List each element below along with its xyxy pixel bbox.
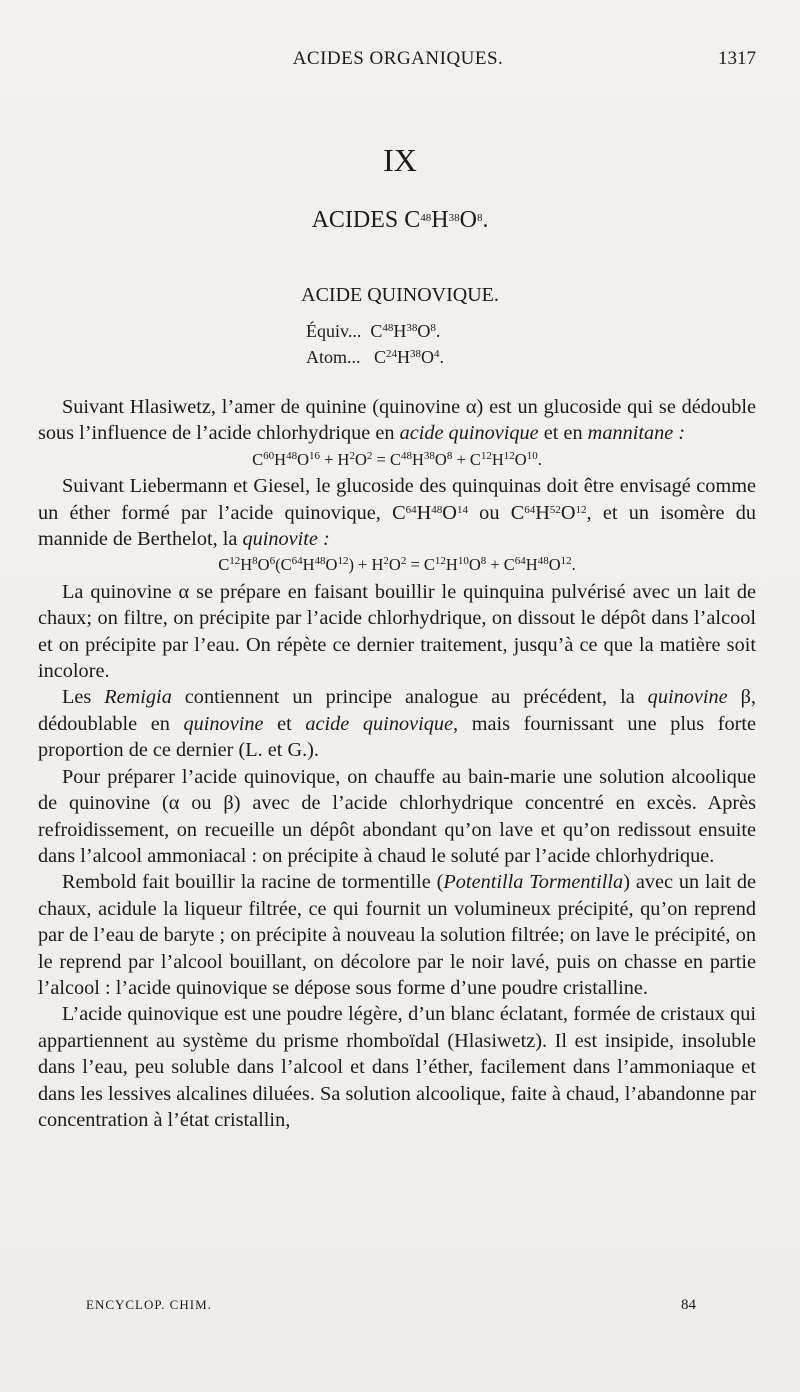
- section-title: ACIDES $C^{48}H^{38}O^8$.: [311, 207, 489, 233]
- body-text: [38, 394, 756, 1133]
- paragraph-7: L’acide quinovique est une poudre légère, d’un blanc éclatant, formée de cristaux qui appartiennent au système du prisme rhomboïdal (Hlasiwetz). Il est insipide, insoluble dans l’eau, peu soluble dans l’alcool et dans l’éther, facilement dans l’ammoniaque et dans les lessives alcalines diluées. Sa solution alcoolique, faite à chaud, l’abandonne par concentration à l’état cristallin,: [38, 1003, 756, 1131]
- paragraph-3: La quinovine α se prépare en faisant bouillir le quinquina pulvérisé avec un lait de chaux; on filtre, on précipite par l’acide chlorhydrique, on dissout le dépôt dans l’alcool et on précipite par l’eau. On répète ce dernier traitement, jusqu’à ce que la matière soit incolore.: [38, 580, 756, 683]
- running-title: ACIDES ORGANIQUES.: [292, 48, 504, 69]
- paragraph-1: Suivant Hlasiwetz, l’amer de quinine (quinovine α) est un glucoside qui se dédouble sous l’influence de l’acide chlorhydrique en acide quinovique et en mannitane :: [38, 396, 756, 445]
- footer-encyclopedia: ENCYCLOP. CHIM.: [86, 1297, 212, 1312]
- paragraph-2: Suivant Liebermann et Giesel, le glucoside des quinquinas doit être envisagé comme un éther formé par l’acide quinovique, $C^{64}H^{48}O^{14}$ ou $C^{64}H^{52}O^{12}$, et un isomère du mannide de Berthelot, la quinovite :: [38, 475, 756, 551]
- paragraph-4: Les Remigia contiennent un principe analogue au précédent, la quinovine β, dédoublable en quinovine et acide quinovique, mais fournissant une plus forte proportion de ce dernier (L. et G.).: [38, 686, 756, 762]
- chapter-number: IX: [383, 142, 417, 178]
- paragraph-5: Pour préparer l’acide quinovique, on chauffe au bain-marie une solution alcoolique de quinovine (α ou β) avec de l’acide chlorhydrique concentré en excès. Après refroidissement, on recueille un dépôt abondant qu’on lave et qu’on redissout ensuite dans l’alcool ammoniacal : on précipite à chaud le soluté par l’acide chlorhydrique.: [38, 765, 756, 867]
- atom-formula: Atom... $C^{24}H^{38}O^4$.: [306, 347, 445, 367]
- subsection-title: ACIDE QUINOVIQUE.: [301, 284, 499, 306]
- footer-signature: 84: [681, 1297, 696, 1313]
- page-footer: [86, 1297, 696, 1317]
- equation-1: $C^{60}H^{48}O^{16} + H^2O^2 = C^{48}H^{38}O^8 + C^{12}H^{12}O^{10}$.: [252, 449, 542, 469]
- page-number: 1317: [718, 48, 756, 69]
- page-header: [40, 48, 756, 72]
- equation-2: $C^{12}H^8O^6(C^{64}H^{48}O^{12}) + H^2O^2 = C^{12}H^{10}O^8 + C^{64}H^{48}O^{12}$.: [218, 555, 576, 575]
- paragraph-6: Rembold fait bouillir la racine de tormentille (Potentilla Tormentilla) avec un lait de chaux, acidule la liqueur filtrée, ce qui fournit un volumineux précipité, qu’on reprend par de l’eau de baryte ; on précipite à nouveau la solution filtrée; on lave le précipité, on le reprend par l’alcool bouillant, on décolore par le noir lavé, puis on chasse en partie l’alcool : l’acide quinovique se dépose sous forme d’une poudre cristalline.: [38, 871, 756, 999]
- formula-block: [306, 318, 444, 370]
- equiv-formula: Équiv... $C^{48}H^{38}O^8$.: [306, 321, 441, 341]
